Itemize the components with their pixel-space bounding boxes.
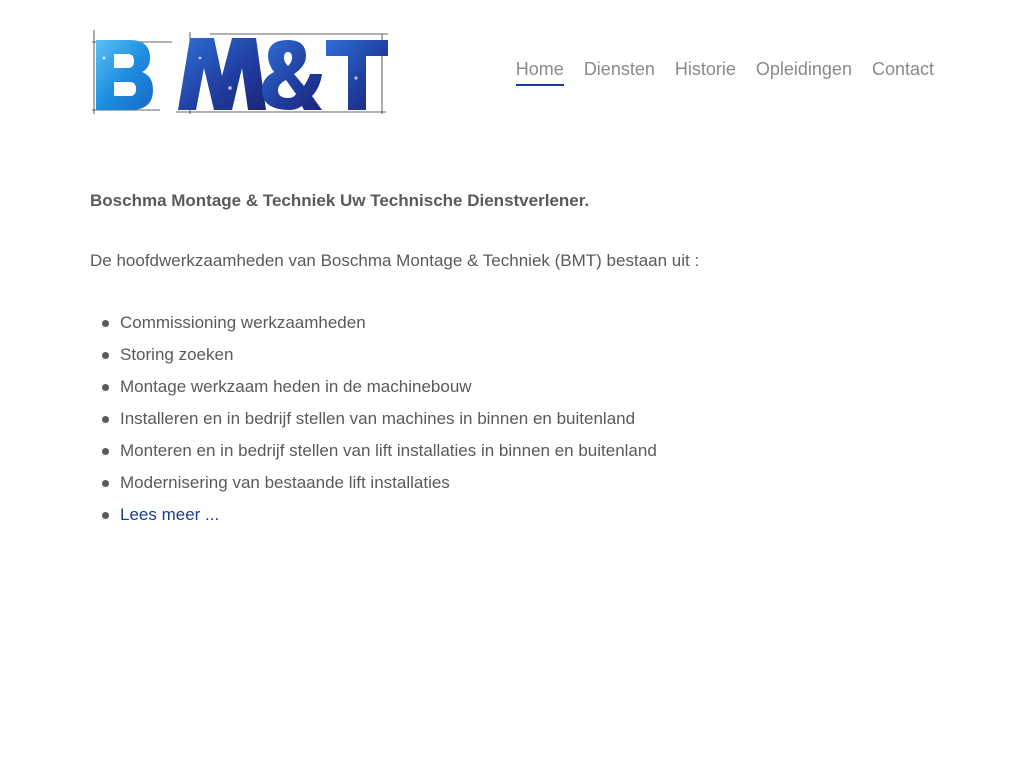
bullet-icon bbox=[102, 352, 109, 359]
bmt-logo bbox=[90, 28, 390, 116]
nav-opleidingen[interactable]: Opleidingen bbox=[755, 59, 852, 79]
service-label: Monteren en in bedrijf stellen van lift installaties in binnen en buitenland bbox=[120, 441, 657, 460]
main-nav bbox=[516, 58, 934, 86]
nav-diensten[interactable]: Diensten bbox=[583, 59, 655, 79]
service-label: Montage werkzaam heden in de machinebouw bbox=[120, 377, 472, 396]
main-content bbox=[90, 188, 930, 531]
logo-link[interactable] bbox=[90, 28, 390, 116]
services-list bbox=[90, 307, 930, 531]
nav-contact[interactable]: Contact bbox=[871, 59, 934, 79]
service-label: Storing zoeken bbox=[120, 345, 234, 364]
intro-text: Boschma Montage & Techniek Uw Technische Dienstverlener. bbox=[90, 191, 590, 210]
list-item bbox=[90, 403, 930, 435]
bullet-icon bbox=[102, 448, 109, 455]
list-item bbox=[90, 307, 930, 339]
bullet-icon bbox=[102, 384, 109, 391]
read-more-link[interactable]: Lees meer ... bbox=[120, 505, 220, 524]
list-item bbox=[90, 467, 930, 499]
nav-historie[interactable]: Historie bbox=[674, 59, 736, 79]
site-header bbox=[0, 0, 1024, 140]
bullet-icon bbox=[102, 512, 109, 519]
nav-home[interactable]: Home bbox=[516, 58, 564, 86]
list-item bbox=[90, 371, 930, 403]
service-label: Installeren en in bedrijf stellen van machines in binnen en buitenland bbox=[120, 409, 636, 428]
lead-text: De hoofdwerkzaamheden van Boschma Montage & Techniek (BMT) bestaan uit : bbox=[90, 251, 700, 270]
bullet-icon bbox=[102, 320, 109, 327]
list-item bbox=[90, 499, 930, 531]
service-label: Modernisering van bestaande lift installaties bbox=[120, 473, 450, 492]
service-label: Commissioning werkzaamheden bbox=[120, 313, 366, 332]
bullet-icon bbox=[102, 416, 109, 423]
list-item bbox=[90, 339, 930, 371]
bullet-icon bbox=[102, 480, 109, 487]
list-item bbox=[90, 435, 930, 467]
